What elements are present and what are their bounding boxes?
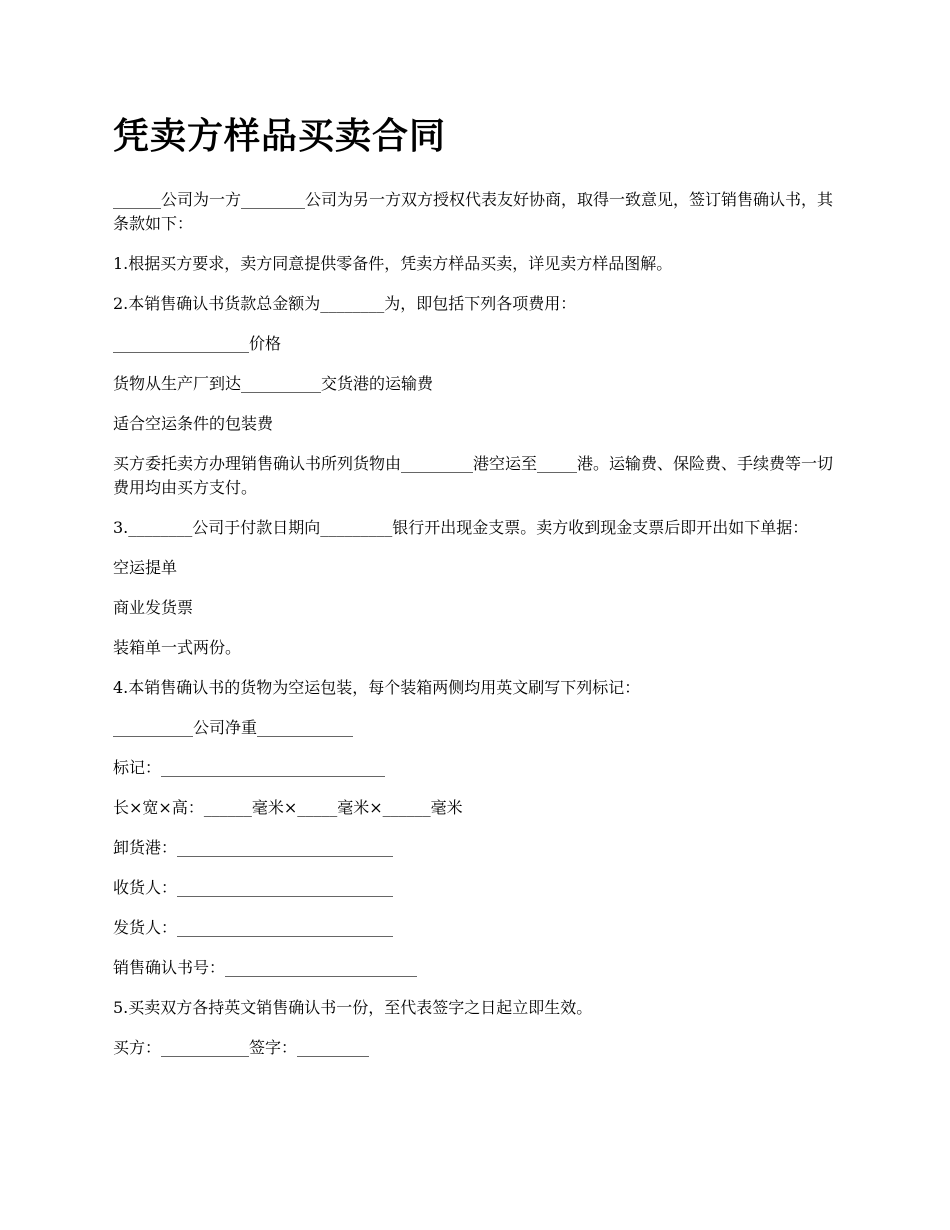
document-packing-list: 装箱单一式两份。 [113, 638, 242, 657]
mark-dimensions: 长×宽×高：______毫米×_____毫米×______毫米 [113, 798, 463, 817]
clause-2: 2.本销售确认书货款总金额为________为，即包括下列各项费用： [113, 294, 577, 313]
fee-packaging-line: 适合空运条件的包装费 [113, 414, 274, 433]
mark-net-weight: __________公司净重____________ [113, 718, 354, 737]
clause-5: 5.买卖双方各持英文销售确认书一份，至代表签字之日起立即生效。 [113, 998, 593, 1017]
document-airway-bill: 空运提单 [113, 558, 178, 577]
mark-consignee: 收货人：___________________________ [113, 878, 394, 897]
shipping-paragraph: 买方委托卖方办理销售确认书所列货物由_________港空运至_____港。运输费、保险费、手续费等一切费用均由买方支付。 [113, 454, 834, 497]
clause-3: 3.________公司于付款日期向_________银行开出现金支票。卖方收到现金支票后即开出如下单据： [113, 518, 809, 537]
intro-paragraph: ______公司为一方________公司为另一方双方授权代表友好协商，取得一致意见，签订销售确认书，其条款如下： [113, 190, 834, 233]
buyer-signature-line: 买方：___________签字：_________ [113, 1038, 370, 1057]
mark-port-of-discharge: 卸货港：___________________________ [113, 838, 394, 857]
clause-1: 1.根据买方要求，卖方同意提供零备件，凭卖方样品买卖，详见卖方样品图解。 [113, 254, 673, 273]
mark-confirmation-number: 销售确认书号：________________________ [113, 958, 418, 977]
fee-price-line: _________________价格 [113, 334, 282, 353]
mark-label: 标记：____________________________ [113, 758, 386, 777]
fee-transport-line: 货物从生产厂到达__________交货港的运输费 [113, 374, 434, 393]
contract-page [113, 112, 843, 1076]
document-commercial-invoice: 商业发货票 [113, 598, 194, 617]
mark-consignor: 发货人：___________________________ [113, 918, 394, 937]
document-title: 凭卖方样品买卖合同 [113, 115, 447, 157]
clause-4: 4.本销售确认书的货物为空运包装，每个装箱两侧均用英文刷写下列标记： [113, 678, 641, 697]
